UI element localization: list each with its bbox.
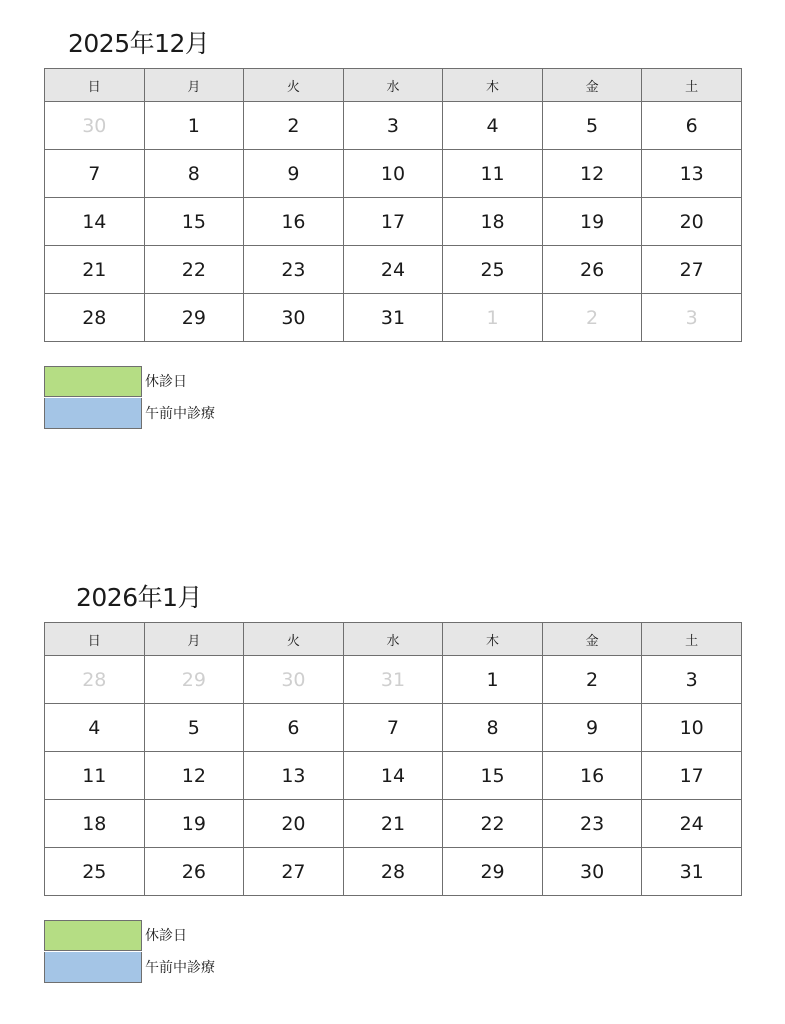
day-cell-holiday: 11 <box>45 752 145 800</box>
day-cell-holiday: 13 <box>642 150 742 198</box>
weekday-thursday: 木 <box>443 69 543 102</box>
day-cell-holiday: 7 <box>45 150 145 198</box>
day-cell-holiday: 28 <box>343 848 443 896</box>
day-cell-normal: 8 <box>144 150 244 198</box>
day-cell-normal: 19 <box>542 198 642 246</box>
day-cell-normal: 26 <box>542 246 642 294</box>
day-cell-outside-month: 30 <box>45 102 145 150</box>
weekday-saturday: 土 <box>642 69 742 102</box>
week-row <box>45 198 742 246</box>
day-cell-normal: 11 <box>443 150 543 198</box>
day-cell-morning: 13 <box>244 752 344 800</box>
day-cell-outside-month: 1 <box>443 294 543 342</box>
day-cell-morning: 10 <box>642 704 742 752</box>
day-cell-normal: 29 <box>144 294 244 342</box>
week-row <box>45 246 742 294</box>
day-cell-holiday: 3 <box>642 656 742 704</box>
week-row <box>45 848 742 896</box>
weekday-tuesday: 火 <box>244 623 344 656</box>
weekday-sunday: 日 <box>45 623 145 656</box>
legend-label-holiday: 休診日 <box>145 374 187 390</box>
day-cell-holiday: 3 <box>343 102 443 150</box>
week-row <box>45 150 742 198</box>
day-cell-holiday: 7 <box>343 704 443 752</box>
weekday-header-row <box>45 69 742 102</box>
weekday-sunday: 日 <box>45 69 145 102</box>
day-cell-holiday: 4 <box>45 704 145 752</box>
day-cell-outside-month: 2 <box>542 294 642 342</box>
day-cell-morning: 27 <box>244 848 344 896</box>
day-cell-outside-month: 30 <box>244 656 344 704</box>
calendar-january-2026 <box>44 578 742 983</box>
day-cell-normal: 15 <box>443 752 543 800</box>
day-cell-outside-month: 31 <box>343 656 443 704</box>
weekday-header-row <box>45 623 742 656</box>
calendar-grid <box>44 68 742 342</box>
day-cell-normal: 1 <box>144 102 244 150</box>
legend-item-morning <box>44 951 742 983</box>
day-cell-outside-month: 3 <box>642 294 742 342</box>
day-cell-holiday: 14 <box>343 752 443 800</box>
day-cell-outside-month: 28 <box>45 656 145 704</box>
day-cell-normal: 26 <box>144 848 244 896</box>
weekday-thursday: 木 <box>443 623 543 656</box>
day-cell-normal: 25 <box>443 246 543 294</box>
day-cell-holiday: 17 <box>343 198 443 246</box>
day-cell-morning: 20 <box>642 198 742 246</box>
legend <box>44 365 742 429</box>
day-cell-normal: 2 <box>244 102 344 150</box>
day-cell-holiday: 21 <box>343 800 443 848</box>
day-cell-holiday: 21 <box>45 246 145 294</box>
calendar-grid <box>44 622 742 896</box>
day-cell-holiday: 27 <box>642 246 742 294</box>
legend-item-holiday <box>44 919 742 951</box>
day-cell-holiday: 14 <box>45 198 145 246</box>
day-cell-holiday: 28 <box>45 294 145 342</box>
weekday-friday: 金 <box>542 623 642 656</box>
day-cell-normal: 22 <box>443 800 543 848</box>
day-cell-holiday: 25 <box>45 848 145 896</box>
day-cell-morning: 9 <box>244 150 344 198</box>
weekday-wednesday: 水 <box>343 623 443 656</box>
day-cell-normal: 12 <box>542 150 642 198</box>
day-cell-normal: 29 <box>443 848 543 896</box>
day-cell-outside-month: 29 <box>144 656 244 704</box>
day-cell-normal: 6 <box>244 704 344 752</box>
month-title: 2025年12月 <box>68 29 210 58</box>
calendar-december-2025 <box>44 24 742 429</box>
legend-swatch-morning <box>44 398 142 429</box>
legend-item-holiday <box>44 365 742 397</box>
day-cell-holiday: 31 <box>642 848 742 896</box>
week-row <box>45 800 742 848</box>
day-cell-holiday: 2 <box>542 656 642 704</box>
day-cell-normal: 30 <box>542 848 642 896</box>
day-cell-normal: 18 <box>443 198 543 246</box>
day-cell-normal: 8 <box>443 704 543 752</box>
legend-label-holiday: 休診日 <box>145 928 187 944</box>
weekday-tuesday: 火 <box>244 69 344 102</box>
week-row <box>45 752 742 800</box>
day-cell-normal: 30 <box>244 294 344 342</box>
legend-item-morning <box>44 397 742 429</box>
day-cell-normal: 19 <box>144 800 244 848</box>
day-cell-holiday: 10 <box>343 150 443 198</box>
legend-label-morning: 午前中診療 <box>145 960 215 976</box>
day-cell-normal: 20 <box>244 800 344 848</box>
day-cell-morning: 23 <box>244 246 344 294</box>
day-cell-holiday: 31 <box>343 294 443 342</box>
day-cell-normal: 9 <box>542 704 642 752</box>
week-row <box>45 102 742 150</box>
day-cell-morning: 22 <box>144 246 244 294</box>
day-cell-normal: 5 <box>542 102 642 150</box>
day-cell-normal: 15 <box>144 198 244 246</box>
day-cell-normal: 23 <box>542 800 642 848</box>
legend-swatch-morning <box>44 952 142 983</box>
legend-swatch-holiday <box>44 366 142 397</box>
day-cell-normal: 16 <box>244 198 344 246</box>
legend <box>44 919 742 983</box>
weekday-monday: 月 <box>144 69 244 102</box>
weekday-friday: 金 <box>542 69 642 102</box>
week-row <box>45 656 742 704</box>
day-cell-holiday: 24 <box>343 246 443 294</box>
day-cell-holiday: 18 <box>45 800 145 848</box>
week-row <box>45 704 742 752</box>
day-cell-normal: 4 <box>443 102 543 150</box>
weekday-wednesday: 水 <box>343 69 443 102</box>
day-cell-normal: 16 <box>542 752 642 800</box>
day-cell-morning: 6 <box>642 102 742 150</box>
legend-label-morning: 午前中診療 <box>145 406 215 422</box>
day-cell-holiday: 1 <box>443 656 543 704</box>
month-title: 2026年1月 <box>76 583 203 612</box>
week-row <box>45 294 742 342</box>
weekday-saturday: 土 <box>642 623 742 656</box>
day-cell-holiday: 12 <box>144 752 244 800</box>
legend-swatch-holiday <box>44 920 142 951</box>
day-cell-morning: 24 <box>642 800 742 848</box>
day-cell-holiday: 17 <box>642 752 742 800</box>
day-cell-normal: 5 <box>144 704 244 752</box>
weekday-monday: 月 <box>144 623 244 656</box>
